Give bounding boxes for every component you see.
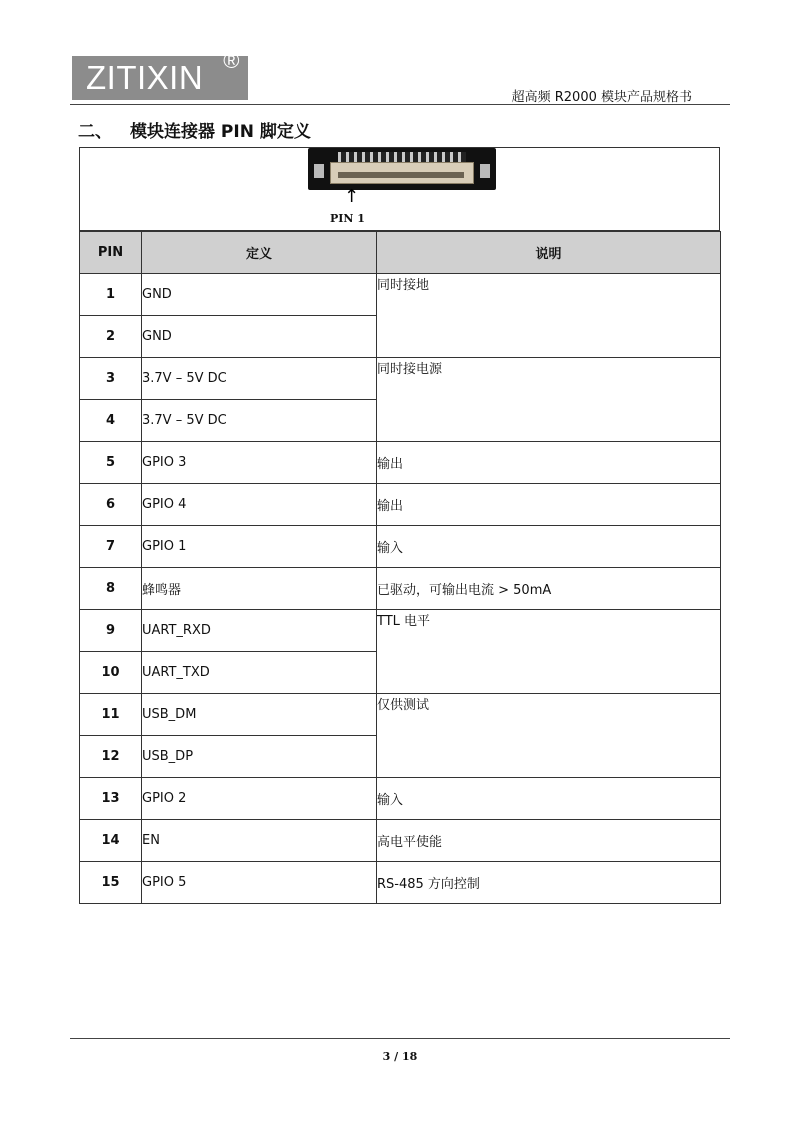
pin-number: 13: [80, 778, 142, 820]
table-row: [80, 610, 721, 652]
pin-description: 同时接电源: [377, 358, 721, 442]
pin-description: 已驱动，可输出电流 > 50mA: [377, 568, 721, 610]
section-title: 模块连接器 PIN 脚定义: [130, 122, 311, 142]
pin-number: 10: [80, 652, 142, 694]
footer-divider: [70, 1038, 730, 1039]
table-row: [80, 358, 721, 400]
pin-description: 输出: [377, 442, 721, 484]
pin-definition: UART_TXD: [142, 652, 377, 694]
pin-number: 5: [80, 442, 142, 484]
pin-grid: [79, 231, 721, 904]
pin-definition: 蜂鸣器: [142, 568, 377, 610]
table-row: [80, 442, 721, 484]
table-row: [80, 274, 721, 316]
pin-definition: GND: [142, 316, 377, 358]
connector-tab-right: [480, 164, 490, 178]
pin-definition: USB_DM: [142, 694, 377, 736]
section-number: 二、: [78, 122, 112, 142]
up-arrow-icon: ↑: [344, 186, 360, 207]
pin-description: 同时接地: [377, 274, 721, 358]
section-heading: [78, 117, 311, 142]
header-divider: [70, 104, 730, 105]
pin-number: 15: [80, 862, 142, 904]
pin-number: 6: [80, 484, 142, 526]
pin-definition: GPIO 1: [142, 526, 377, 568]
page-number: 3 / 18: [382, 1050, 418, 1063]
pin-description: 输入: [377, 526, 721, 568]
registered-mark: ®: [223, 48, 240, 73]
connector-figure: [79, 147, 720, 231]
connector-slot: [338, 172, 464, 178]
pin-definition: GPIO 3: [142, 442, 377, 484]
company-logo: [72, 48, 248, 100]
pin-definition: GND: [142, 274, 377, 316]
pin-number: 12: [80, 736, 142, 778]
pin-definition: USB_DP: [142, 736, 377, 778]
table-row: [80, 484, 721, 526]
pin-number: 14: [80, 820, 142, 862]
pin-description: 输出: [377, 484, 721, 526]
pin-definition: UART_RXD: [142, 610, 377, 652]
pin-definition: GPIO 5: [142, 862, 377, 904]
pin-definition: 3.7V – 5V DC: [142, 358, 377, 400]
pin-number: 9: [80, 610, 142, 652]
pin-definition: GPIO 4: [142, 484, 377, 526]
pin-definition-table: [79, 147, 720, 904]
table-row: [80, 778, 721, 820]
table-row: [80, 568, 721, 610]
pin-description: 仅供测试: [377, 694, 721, 778]
pin-number: 1: [80, 274, 142, 316]
logo-text: ZITIXIN: [86, 59, 204, 96]
table-row: [80, 526, 721, 568]
header-description: 说明: [377, 232, 721, 274]
pin1-label: PIN 1: [330, 212, 365, 225]
pin-number: 7: [80, 526, 142, 568]
pin-description: TTL 电平: [377, 610, 721, 694]
pin-description: RS-485 方向控制: [377, 862, 721, 904]
pin-definition: EN: [142, 820, 377, 862]
table-row: [80, 820, 721, 862]
pin-number: 2: [80, 316, 142, 358]
connector-tab-left: [314, 164, 324, 178]
pin-number: 4: [80, 400, 142, 442]
pin-number: 8: [80, 568, 142, 610]
header-definition: 定义: [142, 232, 377, 274]
pin-number: 3: [80, 358, 142, 400]
table-row: [80, 862, 721, 904]
header-pin: PIN: [80, 232, 142, 274]
pin-description: 高电平使能: [377, 820, 721, 862]
table-header-row: [80, 232, 721, 274]
connector-pins: [338, 152, 466, 162]
pin-number: 11: [80, 694, 142, 736]
connector-photo: [308, 148, 496, 190]
pin-definition: 3.7V – 5V DC: [142, 400, 377, 442]
pin-definition: GPIO 2: [142, 778, 377, 820]
document-title: 超高频 R2000 模块产品规格书: [511, 90, 692, 105]
table-row: [80, 694, 721, 736]
pin-description: 输入: [377, 778, 721, 820]
